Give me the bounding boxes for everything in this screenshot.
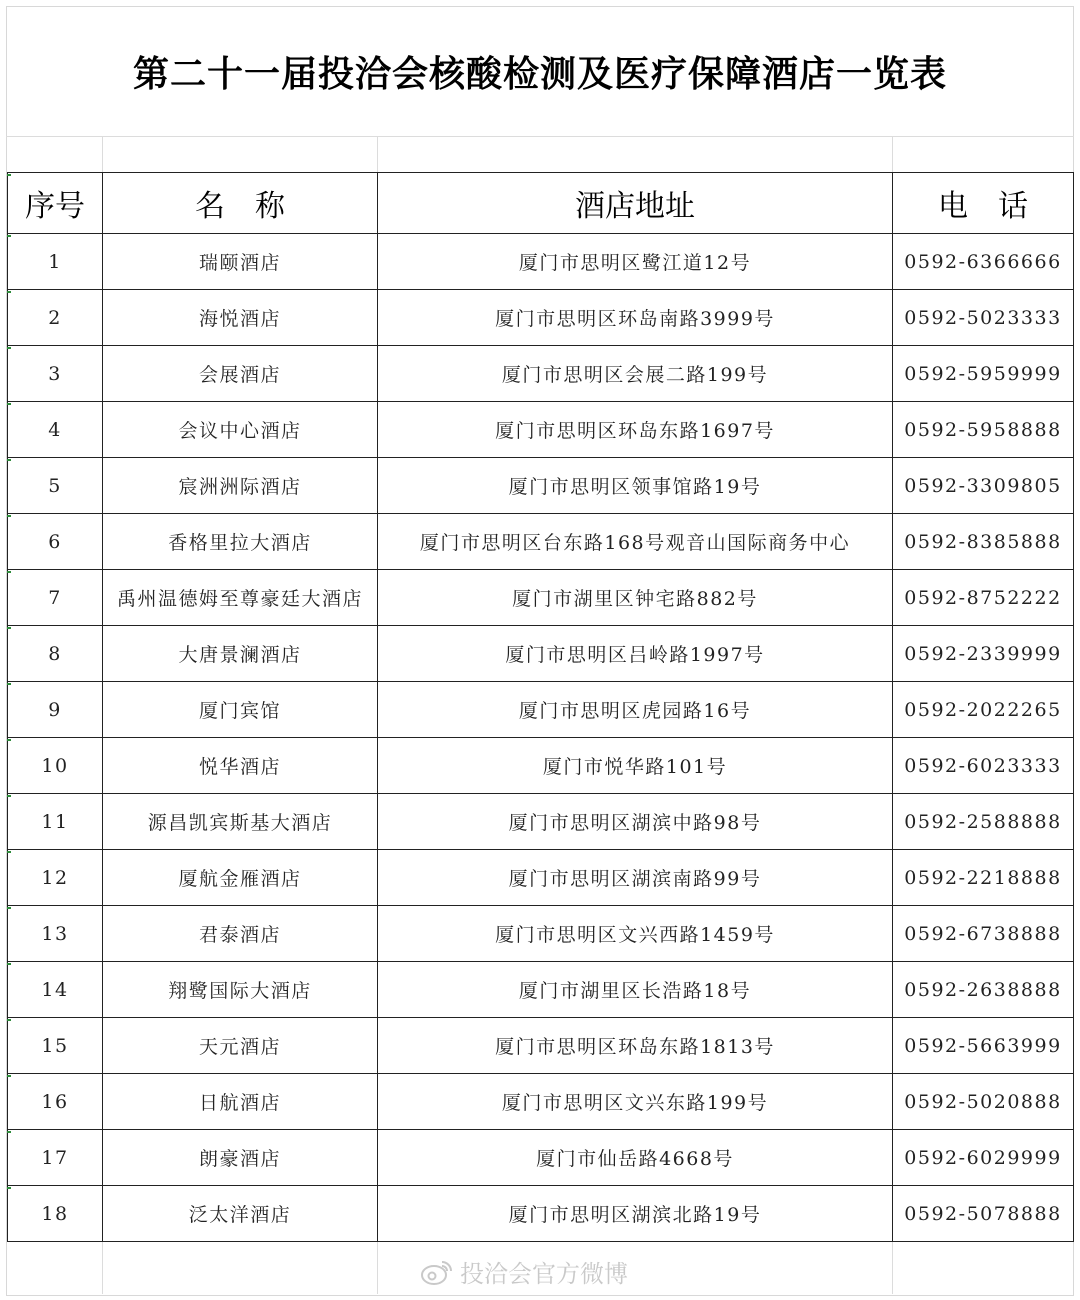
cell-index: 11 [8,794,103,850]
cell-address: 厦门市思明区会展二路199号 [378,346,893,402]
gridline [377,136,378,172]
cell-address: 厦门市思明区环岛东路1813号 [378,1018,893,1074]
cell-phone: 0592-5958888 [893,402,1074,458]
cell-phone: 0592-5959999 [893,346,1074,402]
title-divider [6,136,1074,137]
cell-marker [7,347,11,349]
cell-phone: 0592-2588888 [893,794,1074,850]
table-row [8,850,1074,906]
cell-phone: 0592-5663999 [893,1018,1074,1074]
table-row [8,794,1074,850]
cell-name: 会议中心酒店 [103,402,378,458]
cell-marker [7,235,11,237]
cell-phone: 0592-5023333 [893,290,1074,346]
cell-address: 厦门市思明区湖滨南路99号 [378,850,893,906]
table-row [8,1018,1074,1074]
cell-name: 日航酒店 [103,1074,378,1130]
cell-name: 海悦酒店 [103,290,378,346]
cell-marker [7,739,11,741]
cell-address: 厦门市思明区台东路168号观音山国际商务中心 [378,514,893,570]
cell-marker [7,174,11,176]
weibo-icon [420,1258,454,1286]
table-row [8,234,1074,290]
weibo-watermark [420,1254,628,1289]
cell-name: 禹州温德姆至尊豪廷大酒店 [103,570,378,626]
cell-index: 6 [8,514,103,570]
cell-address: 厦门市悦华路101号 [378,738,893,794]
cell-name: 厦航金雁酒店 [103,850,378,906]
table-row [8,906,1074,962]
cell-address: 厦门市湖里区长浩路18号 [378,962,893,1018]
cell-index: 1 [8,234,103,290]
cell-phone: 0592-8385888 [893,514,1074,570]
cell-index: 16 [8,1074,103,1130]
gridline [892,136,893,172]
table-header-row [8,173,1074,234]
cell-address: 厦门市思明区湖滨北路19号 [378,1186,893,1242]
cell-phone: 0592-2638888 [893,962,1074,1018]
hotel-table [7,172,1074,1242]
cell-phone: 0592-2022265 [893,682,1074,738]
cell-name: 悦华酒店 [103,738,378,794]
cell-marker [7,403,11,405]
gridline [102,1238,103,1294]
cell-phone: 0592-3309805 [893,458,1074,514]
cell-name: 宸洲洲际酒店 [103,458,378,514]
cell-index: 17 [8,1130,103,1186]
cell-marker [7,963,11,965]
cell-marker [7,795,11,797]
header-phone: 电 话 [893,173,1074,234]
cell-index: 10 [8,738,103,794]
cell-address: 厦门市仙岳路4668号 [378,1130,893,1186]
cell-name: 翔鹭国际大酒店 [103,962,378,1018]
cell-name: 源昌凯宾斯基大酒店 [103,794,378,850]
cell-address: 厦门市思明区领事馆路19号 [378,458,893,514]
cell-marker [7,907,11,909]
cell-marker [7,571,11,573]
cell-address: 厦门市思明区环岛南路3999号 [378,290,893,346]
cell-marker [7,515,11,517]
table-row [8,738,1074,794]
cell-phone: 0592-8752222 [893,570,1074,626]
cell-phone: 0592-5020888 [893,1074,1074,1130]
table-row [8,290,1074,346]
table-row [8,402,1074,458]
cell-index: 9 [8,682,103,738]
cell-marker [7,291,11,293]
cell-marker [7,459,11,461]
cell-index: 14 [8,962,103,1018]
cell-index: 8 [8,626,103,682]
cell-name: 瑞颐酒店 [103,234,378,290]
table-row [8,1074,1074,1130]
table-row [8,1130,1074,1186]
cell-index: 12 [8,850,103,906]
table-row [8,458,1074,514]
gridline [102,136,103,172]
cell-name: 泛太洋酒店 [103,1186,378,1242]
cell-phone: 0592-6029999 [893,1130,1074,1186]
cell-address: 厦门市思明区文兴西路1459号 [378,906,893,962]
cell-marker [7,1187,11,1189]
cell-index: 2 [8,290,103,346]
cell-index: 15 [8,1018,103,1074]
cell-phone: 0592-2218888 [893,850,1074,906]
cell-address: 厦门市思明区湖滨中路98号 [378,794,893,850]
gridline [377,1238,378,1294]
cell-phone: 0592-6738888 [893,906,1074,962]
cell-index: 3 [8,346,103,402]
cell-name: 大唐景澜酒店 [103,626,378,682]
cell-marker [7,627,11,629]
cell-index: 5 [8,458,103,514]
table-row [8,514,1074,570]
header-name: 名 称 [103,173,378,234]
cell-phone: 0592-6366666 [893,234,1074,290]
cell-address: 厦门市思明区吕岭路1997号 [378,626,893,682]
table-row [8,570,1074,626]
table-row [8,682,1074,738]
cell-address: 厦门市湖里区钟宅路882号 [378,570,893,626]
cell-marker [7,851,11,853]
cell-index: 13 [8,906,103,962]
page-title: 第二十一届投洽会核酸检测及医疗保障酒店一览表 [132,53,947,95]
cell-marker [7,1019,11,1021]
cell-address: 厦门市思明区鹭江道12号 [378,234,893,290]
table-row [8,626,1074,682]
header-index: 序号 [8,173,103,234]
cell-phone: 0592-6023333 [893,738,1074,794]
cell-name: 厦门宾馆 [103,682,378,738]
table-row [8,1186,1074,1242]
cell-address: 厦门市思明区环岛东路1697号 [378,402,893,458]
cell-address: 厦门市思明区文兴东路199号 [378,1074,893,1130]
table-row [8,346,1074,402]
cell-index: 18 [8,1186,103,1242]
cell-index: 7 [8,570,103,626]
cell-phone: 0592-2339999 [893,626,1074,682]
cell-phone: 0592-5078888 [893,1186,1074,1242]
gridline [892,1238,893,1294]
cell-index: 4 [8,402,103,458]
watermark-text: 投洽会官方微博 [460,1260,628,1288]
header-address: 酒店地址 [378,173,893,234]
table-row [8,962,1074,1018]
cell-marker [7,1075,11,1077]
cell-address: 厦门市思明区虎园路16号 [378,682,893,738]
cell-marker [7,1131,11,1133]
cell-name: 天元酒店 [103,1018,378,1074]
cell-name: 香格里拉大酒店 [103,514,378,570]
cell-name: 会展酒店 [103,346,378,402]
cell-name: 朗豪酒店 [103,1130,378,1186]
cell-marker [7,683,11,685]
cell-name: 君泰酒店 [103,906,378,962]
